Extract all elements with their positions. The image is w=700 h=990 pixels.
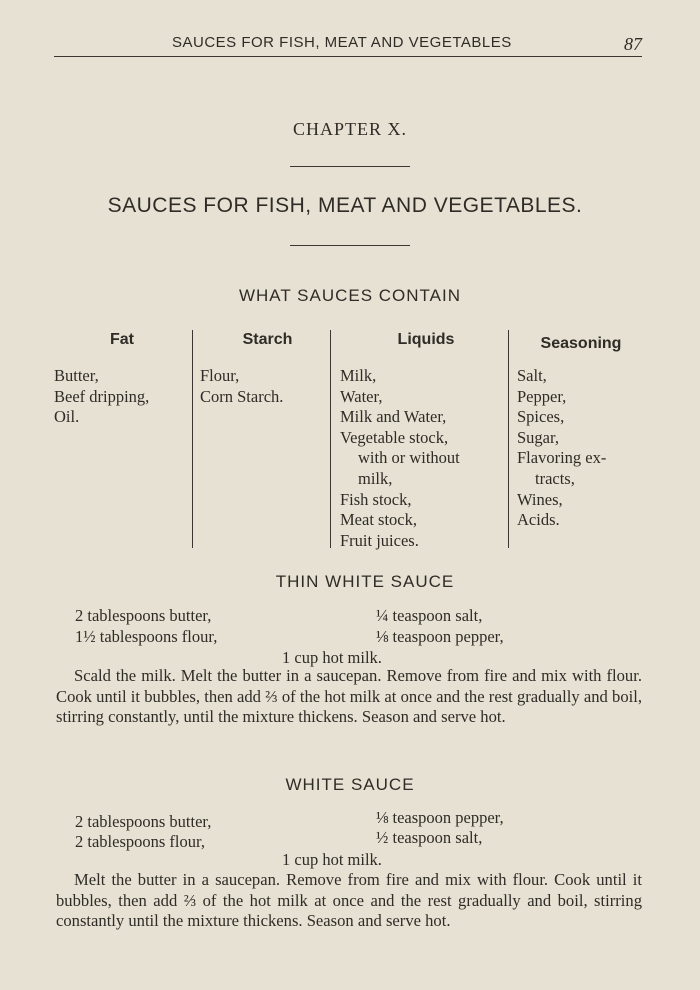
list-item: Water,: [340, 386, 383, 406]
ingredient-line: 2 tablespoons flour,: [75, 832, 205, 851]
list-item: Sugar,: [517, 427, 559, 447]
list-item: Wines,: [517, 489, 563, 509]
ingredient-line: 2 tablespoons butter,: [75, 812, 212, 831]
column-items: [517, 366, 645, 531]
contents-section-title: WHAT SAUCES CONTAIN: [238, 286, 462, 305]
list-item: Beef dripping,: [54, 386, 150, 406]
list-item: Pepper,: [517, 386, 567, 406]
ingredient-line: ¼ teaspoon salt,: [376, 606, 483, 625]
column-seasoning: [508, 330, 645, 548]
column-liquids: [330, 330, 512, 548]
recipe-title-white-sauce: WHITE SAUCE: [285, 775, 415, 794]
list-item: Fish stock,: [340, 489, 412, 509]
list-item: Acids.: [517, 510, 560, 530]
list-item: Fruit juices.: [340, 530, 419, 550]
list-item: with or without: [358, 448, 460, 468]
chapter-divider-top: [290, 166, 410, 167]
running-title: SAUCES FOR FISH, MEAT AND VEGETABLES: [172, 34, 512, 51]
recipe-title-thin-white-sauce: THIN WHITE SAUCE: [275, 572, 455, 591]
list-item: Salt,: [517, 366, 547, 385]
page-number: 87: [624, 34, 642, 54]
list-item: Flavoring ex-: [517, 448, 607, 468]
list-item: Vegetable stock,: [340, 427, 449, 447]
instruction-paragraph: Scald the milk. Melt the butter in a saucepan. Remove from fire and mix with flour. Cook until it bubbles, then add ⅔ of the hot milk at once and the rest gradually and boil, stirring constantly, until the mixture thickens. Season and serve hot.: [56, 666, 642, 727]
sauce-contents-table: [54, 330, 644, 548]
column-heading: Seasoning: [540, 335, 622, 352]
recipe-instructions: [56, 666, 642, 728]
list-item: Flour,: [200, 366, 240, 385]
list-item: milk,: [358, 468, 393, 488]
ingredient-line: 1 cup hot milk.: [282, 850, 382, 869]
list-item: Milk,: [340, 366, 377, 385]
list-item: Milk and Water,: [340, 407, 447, 427]
list-item: Oil.: [54, 407, 80, 427]
column-heading: Starch: [242, 331, 293, 348]
column-items: [340, 366, 512, 551]
ingredient-line: ⅛ teaspoon pepper,: [376, 808, 504, 827]
instruction-paragraph: Melt the butter in a saucepan. Remove from fire and mix with flour. Cook until it bubbles, then add ⅔ of the hot milk at once and the rest gradually and boil, stirring constantly until the mixture thickens. Season and serve hot.: [56, 870, 642, 931]
column-items: [54, 366, 190, 428]
column-heading: Fat: [110, 331, 134, 348]
list-item: Butter,: [54, 366, 99, 385]
recipe-instructions: [56, 870, 642, 932]
chapter-label: CHAPTER X.: [292, 119, 407, 139]
ingredient-line: 2 tablespoons butter,: [75, 606, 212, 625]
chapter-title: SAUCES FOR FISH, MEAT AND VEGETABLES.: [107, 194, 583, 217]
column-heading: Liquids: [397, 331, 455, 348]
ingredient-line: 1½ tablespoons flour,: [75, 627, 218, 646]
list-item: Corn Starch.: [200, 386, 284, 406]
column-starch: [192, 330, 335, 548]
list-item: Spices,: [517, 407, 565, 427]
ingredient-line: 1 cup hot milk.: [282, 648, 382, 667]
chapter-divider-bottom: [290, 245, 410, 246]
column-fat: [54, 330, 190, 548]
list-item: Meat stock,: [340, 510, 417, 530]
running-header: [54, 34, 642, 57]
ingredient-line: ½ teaspoon salt,: [376, 828, 483, 847]
column-items: [200, 366, 335, 407]
list-item: tracts,: [535, 468, 575, 488]
ingredient-line: ⅛ teaspoon pepper,: [376, 627, 504, 646]
